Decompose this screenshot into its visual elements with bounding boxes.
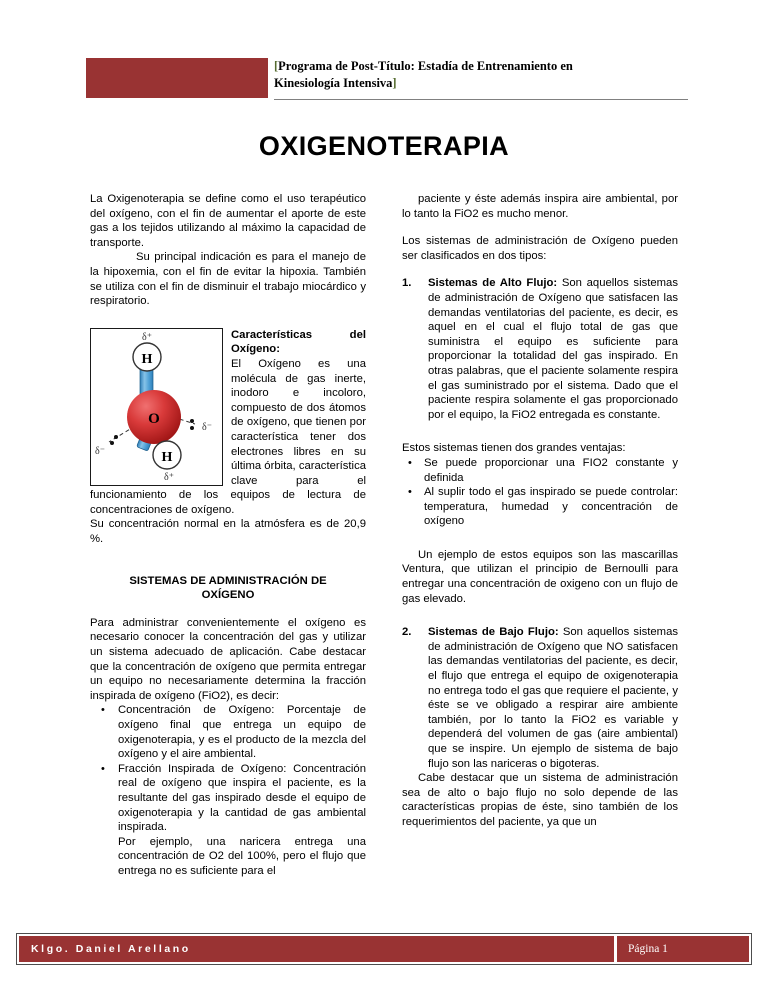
header-program-line1: Programa de Post-Título: Estadía de Entrenamiento en — [278, 59, 573, 73]
right-paragraph-2: Los sistemas de administración de Oxígeno pueden ser clasificados en dos tipos: — [402, 235, 678, 262]
spacer — [90, 547, 366, 574]
svg-text:δ⁻: δ⁻ — [95, 445, 105, 457]
left-column — [90, 192, 366, 879]
advantages-intro: Estos sistemas tienen dos grandes ventajas: — [402, 442, 626, 455]
spacer — [90, 603, 366, 616]
item-body: Son aquellos sistemas de administración de Oxígeno que NO satisfacen las demandas ventilatorias del paciente, es decir, el flujo que entrega el equipo de oxigenoterapia no entrega todo el gas que requiere el paciente, y éste se ve obligado a respirar aire ambiente también, por lo tanto la FiO2 es variable y dependerá del volumen de gas (aire ambiental) que se inspire. Un ejemplo de sistema de bajo flujo son las nariceras o bigoteras. — [428, 626, 679, 770]
list-item: • Fracción Inspirada de Oxígeno: Concentración real de oxígeno que inspira el paciente, es la resultante del gas inspirado desde el equipo de oxigenoterapia y la cantidad de gas ambiental inspirada. — [90, 762, 366, 835]
page-footer — [16, 933, 752, 965]
header-divider — [274, 99, 688, 100]
spacer — [90, 309, 366, 328]
left-paragraph-3: El Oxígeno es una molécula de gas inerte, inodoro e incoloro, compuesto de dos átomos de oxígeno, que tienen por característica tener dos electrones libres en su última órbita, característica clave para el funcionamiento de los equipos de lectura de concentraciones de oxígeno. — [90, 357, 366, 516]
item-body: Son aquellos sistemas de administración de Oxígeno que satisfacen las demandas ventilatorias del paciente, es decir, es aquel en el cual el flujo total de gas que suministra el equipo es suficiente para proporcionar la totalidad del gas inspirado. En otras palabras, que el paciente solamente respira el gas suministrado por el sistema. Dado que el paciente respira solamente el gas proporcionado por el equipo, la FiO2 entregada es constante. — [428, 277, 678, 421]
page-header — [86, 58, 688, 102]
right-paragraph-4: Cabe destacar que un sistema de administración sea de alto o bajo flujo no solo depende de las características propias de éste, sino también de los requerimientos del paciente, ya que un — [402, 772, 678, 828]
characteristics-heading: Características del Oxígeno: — [231, 328, 366, 356]
header-program-title — [274, 58, 688, 92]
advantages-list — [402, 456, 678, 529]
left-paragraph-4: Su concentración normal en la atmósfera es de 20,9 %. — [90, 518, 366, 546]
spacer — [402, 221, 678, 234]
oxygen-definitions-list — [90, 703, 366, 834]
svg-text:H: H — [141, 351, 153, 367]
svg-text:δ⁺: δ⁺ — [142, 331, 152, 343]
numbered-item-low-flow — [402, 625, 678, 771]
right-paragraph-3: Un ejemplo de estos equipos son las mascarillas Ventura, que utilizan el principio de Bernoulli para entregar una concentración de oxigeno con un flujo de gas elevado. — [402, 548, 678, 605]
list-item: • Se puede proporcionar una FIO2 constante y definida — [402, 456, 678, 485]
item-number: 2. — [402, 626, 412, 639]
section-heading — [90, 574, 366, 603]
section-heading-line2: OXÍGENO — [201, 589, 255, 602]
svg-text:δ⁻: δ⁻ — [202, 421, 212, 433]
header-red-block — [86, 58, 268, 98]
right-column — [402, 192, 678, 830]
footer-author: Klgo. Daniel Arellano — [19, 936, 614, 962]
left-paragraph-2: Su principal indicación es para el manejo de la hipoxemia, con el fin de evitar la hipoxia. También se utiliza con el fin de disminuir el trabajo miocárdico y respiratorio. — [90, 251, 366, 308]
spacer — [402, 263, 678, 276]
item-number: 1. — [402, 277, 412, 290]
item-title: Sistemas de Alto Flujo: — [428, 277, 558, 290]
water-molecule-svg — [91, 329, 221, 484]
list-item: • Al suplir todo el gas inspirado se puede controlar: temperatura, humedad y concentración de oxígeno — [402, 485, 678, 529]
footer-inner — [17, 934, 751, 964]
molecule-figure-wrapper — [90, 328, 366, 518]
svg-text:H: H — [161, 449, 173, 465]
section-heading-line1: SISTEMAS DE ADMINISTRACIÓN DE — [129, 574, 327, 587]
spacer — [402, 606, 678, 625]
header-program-line2: Kinesiología Intensiva — [274, 76, 393, 90]
numbered-item-high-flow — [402, 276, 678, 422]
right-paragraph-1: paciente y éste además inspira aire ambiental, por lo tanto la FiO2 es mucho menor. — [402, 193, 678, 220]
water-molecule-diagram — [90, 328, 223, 486]
list-item: • Concentración de Oxígeno: Porcentaje de oxígeno final que entrega un equipo de oxigenoterapia, y es el producto de la mezcla del oxígeno y el aire ambiental. — [90, 703, 366, 761]
footer-page-number: Página 1 — [617, 936, 749, 962]
spacer — [402, 422, 678, 441]
left-paragraph-5: Para administrar convenientemente el oxígeno es necesario conocer la concentración del gas y utilizar un sistema adecuado de aplicación. Cabe destacar que la concentración de oxígeno que permita entregar un equipo no necesariamente determina la fracción inspirada de oxígeno (FiO2), es decir: — [90, 616, 366, 702]
header-open-bracket: [ — [274, 59, 279, 73]
spacer — [402, 529, 678, 548]
svg-text:O: O — [148, 410, 160, 427]
item-title: Sistemas de Bajo Flujo: — [428, 626, 559, 639]
document-title: OXIGENOTERAPIA — [258, 131, 510, 161]
header-close-bracket: ] — [392, 76, 397, 90]
left-paragraph-1: La Oxigenoterapia se define como el uso terapéutico del oxígeno, con el fin de aumentar el aporte de este gas a los tejidos utilizando al máximo la capacidad de transporte. — [90, 193, 366, 249]
svg-text:δ⁺: δ⁺ — [164, 471, 174, 483]
left-paragraph-6: Por ejemplo, una naricera entrega una concentración de O2 del 100%, pero el flujo que entrega no es suficiente para el — [118, 835, 366, 877]
